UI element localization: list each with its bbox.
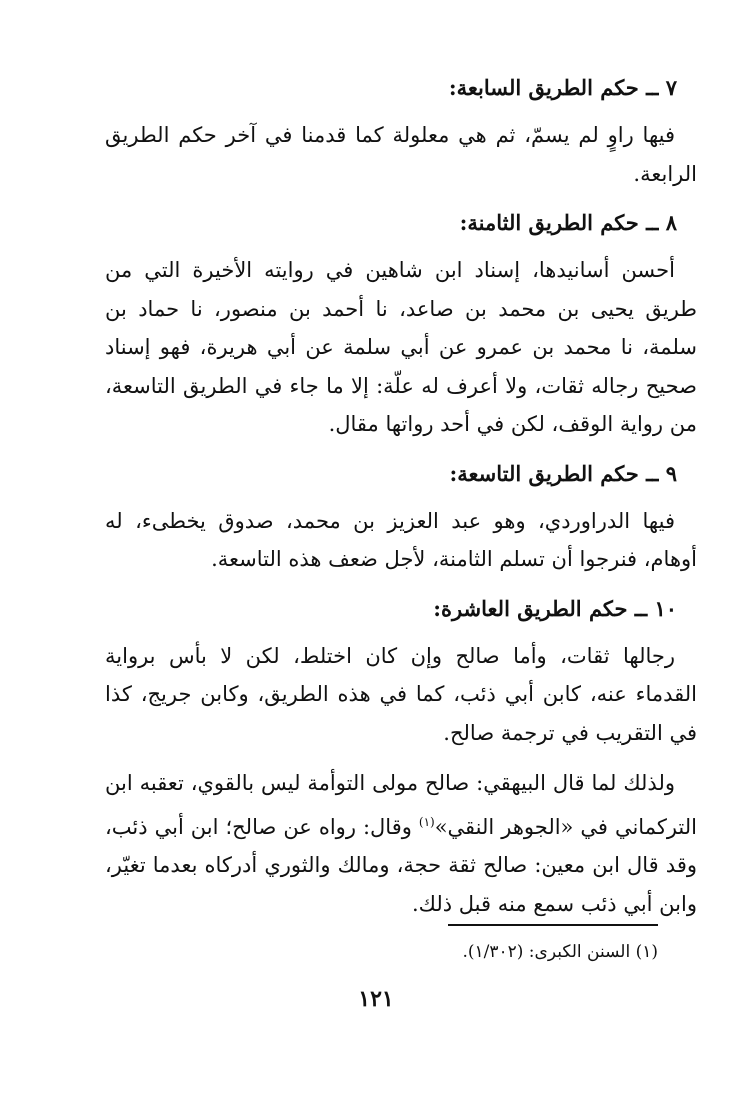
- closing-paragraph: [105, 764, 697, 923]
- section-paragraph-7: فيها راوٍ لم يسمّ، ثم هي معلولة كما قدمنا في آخر حكم الطريق الرابعة.: [105, 123, 697, 186]
- body-text: [105, 70, 697, 935]
- footnote: (١) السنن الكبرى: (١/٣٠٢).: [462, 942, 658, 962]
- footnote-reference-mark: (١): [418, 814, 435, 829]
- section-paragraph-8: أحسن أسانيدها، إسناد ابن شاهين في روايته الأخيرة التي من طريق يحيى بن محمد بن صاعد، نا أحمد بن منصور، نا حماد بن سلمة، نا محمد بن عمرو عن أبي سلمة عن أبي هريرة، فهو إسناد صحيح رجاله ثقات، ولا أعرف له علّة: إلا ما جاء في الطريق التاسعة، من رواية الوقف، لكن في أحد رواتها مقال.: [105, 258, 697, 436]
- closing-text-after-ref: وقال: رواه عن صالح؛ ابن أبي ذئب، وقد قال ابن معين: صالح ثقة حجة، ومالك والثوري أدركاه بعدما تغيّر، وابن أبي ذئب سمع منه قبل ذلك.: [105, 814, 697, 916]
- section-paragraph-9: فيها الدراوردي، وهو عبد العزيز بن محمد، صدوق يخطىء، له أوهام، فنرجوا أن تسلم الثامنة، لأجل ضعف هذه التاسعة.: [105, 508, 697, 571]
- section-heading-7: ٧ ــ حكم الطريق السابعة:: [448, 75, 677, 100]
- section-heading-9: ٩ ــ حكم الطريق التاسعة:: [449, 460, 677, 486]
- closing-text-before-ref: ولذلك لما قال البيهقي: صالح مولى التوأمة ليس بالقوي، تعقبه ابن التركماني في «الجوهر النقي»: [105, 771, 697, 839]
- section-heading-8: ٨ ــ حكم الطريق الثامنة:: [459, 210, 677, 235]
- section-paragraph-10: رجالها ثقات، وأما صالح وإن كان اختلط، لكن لا بأس برواية القدماء عنه، كابن أبي ذئب، كما في هذه الطريق، وكابن جريج، كذا في التقريب في ترجمة صالح.: [105, 643, 697, 745]
- section-heading-10: ١٠ ــ حكم الطريق العاشرة:: [433, 595, 677, 621]
- page-number: ١٢١: [358, 986, 394, 1012]
- footnote-separator: [448, 924, 658, 926]
